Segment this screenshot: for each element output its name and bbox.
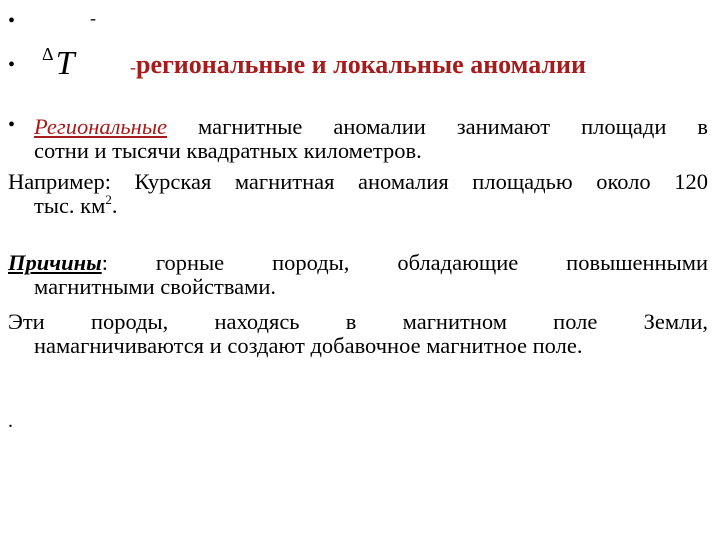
heading-text: региональные и локальные аномалии: [136, 50, 586, 79]
delta-t-formula: [42, 44, 75, 83]
para1-line1: [34, 115, 708, 139]
top-dash: -: [90, 8, 96, 28]
para4-line1: Эти породы, находясь в магнитном поле Земли,: [8, 309, 708, 334]
bullet-2: •: [8, 54, 16, 76]
causes-term: Причины: [8, 250, 102, 275]
para2-line2-text: тыс. км: [34, 193, 106, 218]
para2-line1: Например: Курская магнитная аномалия площадью около 120: [8, 169, 708, 194]
heading-prefix: -: [130, 57, 136, 77]
delta-symbol: Δ: [42, 44, 54, 64]
para1-line1-rest: магнитные аномалии занимают площади в: [198, 114, 708, 139]
para2-line2: [34, 194, 117, 218]
slide-heading: [130, 50, 586, 80]
para3-line2: магнитными свойствами.: [34, 274, 277, 299]
bullet-3: •: [8, 114, 16, 136]
para2-line2-end: .: [111, 193, 118, 218]
para4-line2: намагничиваются и создают добавочное магнитное поле.: [34, 333, 583, 358]
regional-term: [34, 114, 167, 139]
para1-line2: сотни и тысячи квадратных километров.: [34, 138, 422, 163]
stray-dot: .: [8, 410, 13, 432]
para3-line1-rest: : горные породы, обладающие повышенными: [101, 250, 708, 275]
superscript-2: 2: [105, 192, 112, 207]
regional-term-text: Региональные: [34, 114, 168, 139]
para3-line1: [8, 251, 708, 275]
formula-variable: T: [55, 45, 75, 82]
bullet-1: •: [8, 10, 16, 32]
